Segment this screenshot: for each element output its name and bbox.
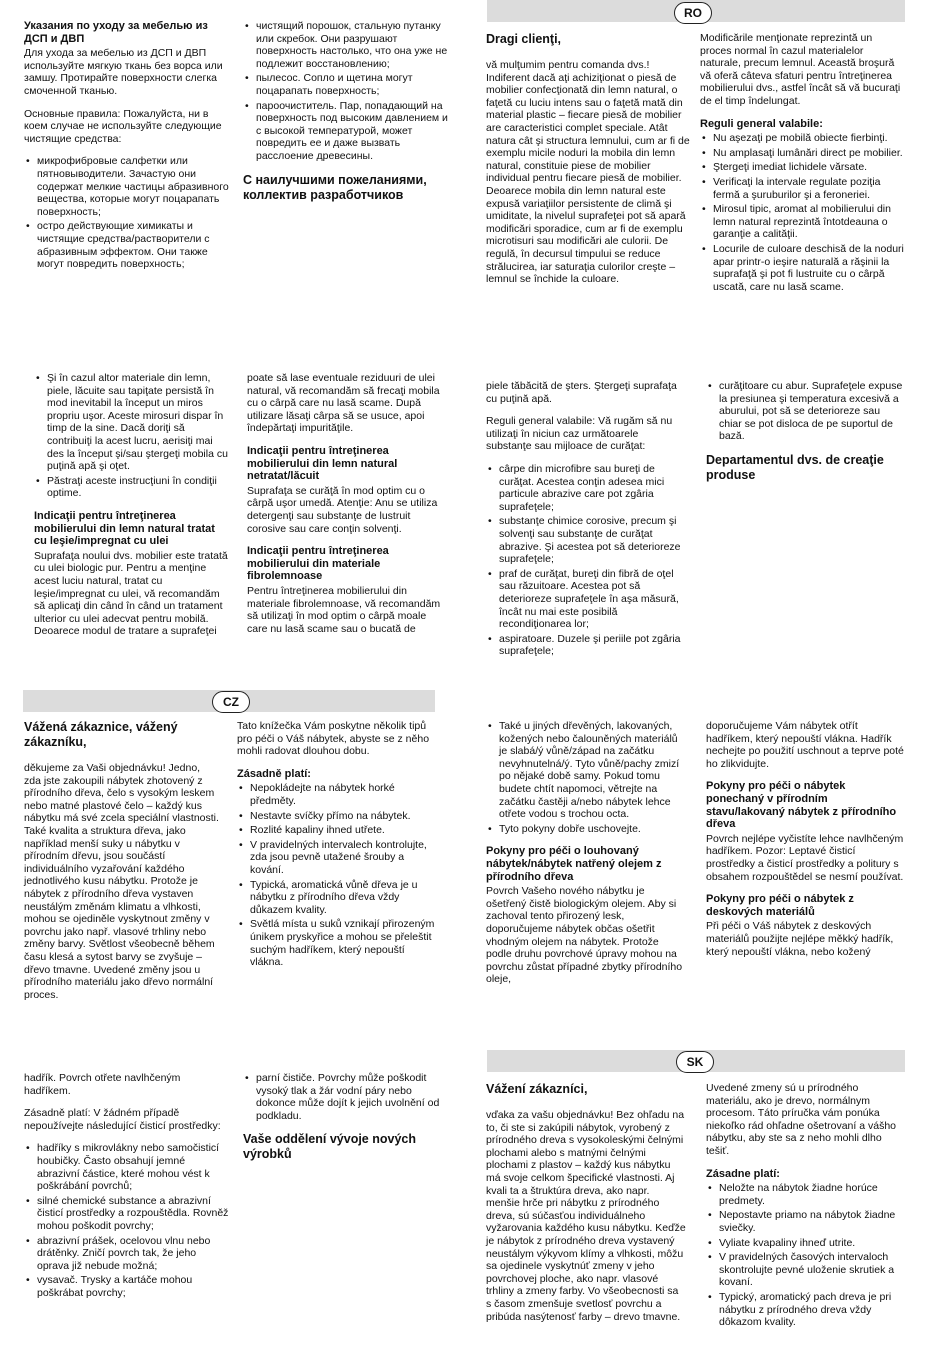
- list-item: • Locurile de culoare deschisă de la noduri apar printr-o ieşire naturală a răşinii la suprafaţă şi pot fi lustruite cu o cârpă uscată, care nu lasă scame.: [713, 243, 905, 293]
- section-heading: Указания по уходу за мебелью из ДСП и ДВП: [24, 20, 208, 45]
- paragraph: Suprafaţa se curăţă în mod optim cu o cârpă uşor umedă. Atenţie: Anu se utiliza detergenţi sau substanţe de lustruit corosive sau care conţin solvenţi.: [247, 484, 438, 535]
- list-item: • Typická, aromatická vůně dřeva je u nábytku z přírodního dřeva vždy důkazem kvality.: [250, 879, 437, 917]
- paragraph: děkujeme za Vaši objednávku! Jedno, zda jste zakoupili nábytek zhotovený z přírodního dřeva, čelo s vysokým leskem nebo matné plastové čelo – každý kus nábytku má své zcela speciální vlastnosti. Také kvalita a struktura dřeva, jako například menší suky u nábytku v přírodním dřevu, jsou součástí individuálního vyzařování každého jednotlivého kusu nábytku. Protože je nábytek z přírodního dřeva vystaven neustálým změnám klimatu a vlhkosti, mohou se ojediněle vyskytnout změny v povrchu jako např. vlasové trhliny nebo změny barvy. Světlost všeobecně během času klesá a sytost barvy se zvyšuje – dřevo tmavne. Uvedené změny jsou u přírodního materiálu jako dřevo normální proces.: [24, 762, 219, 1001]
- cz-column-2: [237, 720, 437, 979]
- sk-column-1: [486, 1082, 686, 1333]
- heading: Vážení zákazníci,: [486, 1082, 588, 1096]
- paragraph: vă mulţumim pentru comanda dvs.! Indiferent dacă aţi achiziţionat o piesă de mobilier confecţionată din lemn natural, o faţetă cu luciu intens sau o faţetă mată din material plastic – fiecare piesă de mobilier are caracteristici complet speciale. Atât natura cât şi structura lemnului, cum ar fi de exemplu micile noduri la mobila din lemn natural, constituie piese de mobilier individual pentru fiecare piesă de mobilier. Deoarece mobila din lemn natural este expusă variaţiilor persistente de climă şi umiditate, la nivelul suprafeţei pot să apară modificări sporadice, cum ar fi de exemplu microtisuri sau modificări ale culorii. De regulă, în decursul timpului se reduce strălucirea, iar saturaţia culorilor creşte – lemnul se închide la culoare.: [486, 59, 690, 286]
- ro-column-6: [706, 380, 904, 495]
- bullet-list: [243, 1072, 443, 1122]
- section-heading: Reguli general valabile:: [700, 117, 823, 130]
- bullet-list: [243, 20, 448, 163]
- list-item: • микрофибровые салфетки или пятновыводители. Зачастую они содержат мелкие частицы абразивного вещества, которые могут поцарапать поверхность;: [37, 155, 229, 218]
- heading: Vážená zákaznice, vážený zákazníku,: [24, 720, 178, 749]
- cz-column-5: [24, 1072, 229, 1310]
- heading: Vaše oddělení vývoje nových výrobků: [243, 1132, 416, 1162]
- list-item: • Rozlité kapaliny ihned utřete.: [250, 824, 437, 837]
- list-item: • curăţitoare cu abur. Suprafeţele expuse la presiunea şi temperatura excesivă a aburului, pot să se deterioreze sau chiar se pot disloca de pe suportul de bază.: [719, 380, 904, 443]
- paragraph: Zásadně platí: V žádném případě nepoužívejte následující čisticí prostředky:: [24, 1107, 221, 1132]
- bullet-list: [24, 155, 229, 270]
- paragraph: hadřík. Povrch otřete navlhčeným hadříkem.: [24, 1072, 181, 1097]
- ro-column-2: [700, 32, 905, 303]
- paragraph: Modificările menţionate reprezintă un proces normal în cazul materialelor naturale, precum lemnul. Această broşură vă oferă câteva sfaturi pentru întreţinerea mobilierului dvs., astfel încât să vă bucuraţi de el timp îndelungat.: [700, 32, 901, 107]
- list-item: • vysavač. Trysky a kartáče mohou poškrábat povrchy;: [37, 1274, 229, 1299]
- list-item: • Světlá místa u suků vznikají přirozeným únikem pryskyřice a mohou se přeleštit suchým hadříkem, který nepouští vlákna.: [250, 918, 437, 968]
- cz-column-1: [24, 720, 219, 1011]
- paragraph: Pentru întreţinerea mobilierului din materiale fibrolemnoase, vă recomandăm să utilizaţi în mod optim o cârpă moale care nu lasă scame sau o bucată de: [247, 584, 441, 635]
- bullet-list: [486, 463, 686, 658]
- list-item: • hadříky s mikrovlákny nebo samočisticí houbičky. Často obsahují jemné abrazivní částice, které mohou vést k poškrábání povrchů;: [37, 1142, 229, 1192]
- ru-column-2: [243, 20, 448, 215]
- cz-language-badge: CZ: [212, 691, 250, 713]
- list-item: • Şi în cazul altor materiale din lemn, piele, lăcuite sau tapiţate persistă în mod inevitabil la început un miros propriu uşor. Aceste mirosuri dispar în timp de la sine. Dacă doriţi să contribuiţi la acest lucru, aerisiţi mai des la început şi/sau ştergeţi mobila cu puţină apă şi oţet.: [47, 372, 230, 473]
- cz-column-4: [706, 720, 906, 968]
- paragraph: Povrch Vašeho nového nábytku je ošetřený čistě biologickým olejem. Aby si zachoval tento přirozený lesk, doporučujeme nábytek občas ošetřit vhodným olejem na nábytek. Protože podle druhu povrchové úpravy mohou na povrchu zůstat případné zbytky přírodního oleje,: [486, 885, 683, 986]
- list-item: • пылесос. Сопло и щетина могут поцарапать поверхность;: [256, 72, 448, 97]
- section-heading: Indicaţii pentru întreţinerea mobilierului din lemn natural netratat/lăcuit: [247, 444, 398, 483]
- sk-column-2: [706, 1082, 906, 1339]
- list-item: • Păstraţi aceste instrucţiuni în condiţii optime.: [47, 475, 230, 500]
- list-item: • пароочиститель. Пар, попадающий на поверхность под высоким давлением и с высокой температурой, может повредить ее и даже вызвать расслоение древесины.: [256, 100, 448, 163]
- list-item: • Také u jiných dřevěných, lakovaných, kožených nebo čalouněných materiálů je slabá/ý vůně/západ na začátku nevyhnutelná/ý. Tyto vůně/pachy zmizí po nějaké době samy. Pokud tomu budete chtít napomoci, větrejte na začátku častěji a/nebo nábytek lehce otřete vodou s trochou octa.: [499, 720, 686, 821]
- paragraph: Suprafaţa noului dvs. mobilier este tratată cu ulei biologic pur. Pentru a menţine acest luciu natural, tratat cu leşie/impregnat cu ulei, vă recomandăm să aplicaţi din când în când un tratament ulterior cu ulei adecvat pentru mobilă. Deoarece modul de tratare a suprafeţei: [34, 549, 228, 638]
- list-item: • Mirosul tipic, aromat al mobilierului din lemn natural reprezintă întotdeauna o garanţie a calităţii.: [713, 203, 905, 241]
- list-item: • parní čističe. Povrchy může poškodit vysoký tlak a žár vodní páry nebo dokonce může dojít k jejich uvolnění od podkladu.: [256, 1072, 443, 1122]
- bullet-list: [706, 1182, 906, 1329]
- heading: Departamentul dvs. de creaţie produse: [706, 452, 884, 482]
- heading: Dragi clienţi,: [486, 32, 562, 46]
- list-item: • substanţe chimice corosive, precum şi solvenţi sau substanţe de curăţat abrazive. Şi acestea pot să deterioreze suprafeţele;: [499, 515, 686, 565]
- section-heading: Zásadne platí:: [706, 1167, 780, 1180]
- list-item: • V pravidelných časových intervaloch skontrolujte pevné uloženie skrutiek a kovaní.: [719, 1251, 906, 1289]
- paragraph: Основные правила: Пожалуйста, ни в коем случае не используйте следующие чистящие средства:: [24, 107, 222, 145]
- paragraph: poate să lase eventuale reziduuri de ulei natural, vă recomandăm să frecaţi mobila cu o cârpă care nu lasă scame. După utilizare lăsaţi cârpa să se usuce, apoi îndepărtaţi impurităţile.: [247, 372, 440, 435]
- list-item: • Typický, aromatický pach dreva je pri nábytku z prírodného dreva vždy dôkazom kvality.: [719, 1291, 906, 1329]
- paragraph: Povrch nejlépe vyčistíte lehce navlhčeným hadříkem. Pozor: Leptavé čisticí prostředky a čisticí prostředky a politury s obsahem rozpouštědel se nesmí používat.: [706, 832, 904, 883]
- section-heading: Pokyny pro péči o nábytek ponechaný v přírodním stavu/lakovaný nábytek z přírodního dřeva: [706, 780, 897, 831]
- section-heading: Zásadně platí:: [237, 767, 311, 780]
- paragraph: Uvedené zmeny sú u prírodného materiálu, ako je drevo, normálnym procesom. Táto príručka vám ponúka niekoľko rád ohľadne ošetrovaní a vášho nábytku, aby ste sa z neho mohli dlho tešiť.: [706, 1082, 896, 1157]
- section-heading: Pokyny pro péči o nábytek z deskových materiálů: [706, 893, 854, 918]
- paragraph: vďaka za vašu objednávku! Bez ohľadu na to, či ste si zakúpili nábytok, vyrobený z prírodného dreva s vysokoleskými čelnými plochami alebo s matnými čelnými plochami z plastov – každý kus nábytku má svoje celkom špecifické vlastnosti. Aj kvali ta a štruktúra dreva, ako napr. menšie hrče pri nábytku z prírodného dreva, sú súčasťou individuálneho vyžarovania každého kusu nábytku. Keďže je nábytok z prírodného dreva vystavený neustálym výkyvom klímy a vlhkosti, môžu sa ojedinele vyskytnúť zmeny v jeho povrchovej ploche, ako napr. vlasové trhliny a zmeny farby. Vo všeobecnosti sa s časom zmenšuje svetlosť povrchu a pribúda nasýtenosť farby – drevo tmavne.: [486, 1109, 686, 1323]
- list-item: • silné chemické substance a abrazivní čisticí prostředky a rozpouštědla. Rovněž mohou poškodit povrchy;: [37, 1195, 229, 1233]
- cz-column-3: [486, 720, 686, 996]
- bullet-list: [34, 372, 230, 500]
- ro-column-1: [486, 32, 696, 296]
- list-item: • чистящий порошок, стальную путанку или скребок. Они разрушают поверхность настолько, что она уже не подлежит восстановлению;: [256, 20, 448, 70]
- list-item: • abrazivní prášek, ocelovou vlnu nebo drátěnky. Zničí povrch tak, že jeho oprava již nebude možná;: [37, 1235, 229, 1273]
- ru-column-1: [24, 20, 229, 281]
- paragraph: Reguli general valabile: Vă rugăm să nu utilizaţi în niciun caz următoarele substanţe sau mijloace de curăţat:: [486, 415, 673, 453]
- bullet-list: [24, 1142, 229, 1299]
- list-item: • Nepostavte priamo na nábytok žiadne sviečky.: [719, 1209, 906, 1234]
- list-item: • Neložte na nábytok žiadne horúce predmety.: [719, 1182, 906, 1207]
- section-heading: Indicaţii pentru întreţinerea mobilierului din materiale fibrolemnoase: [247, 545, 389, 583]
- list-item: • cârpe din microfibre sau bureţi de curăţat. Acestea conţin adesea mici particule abrazive care pot zgâria suprafeţele;: [499, 463, 686, 513]
- sk-language-badge: SK: [676, 1051, 714, 1073]
- list-item: • Ştergeţi imediat lichidele vărsate.: [713, 161, 905, 174]
- list-item: • Nestavte svíčky přímo na nábytek.: [250, 810, 437, 823]
- section-heading: Indicaţii pentru întreţinerea mobilierului din lemn natural tratat cu leşie/impregnat cu ulei: [34, 509, 215, 548]
- list-item: • остро действующие химикаты и чистящие средства/растворители с абразивным эффектом. Они также могут повредить поверхность;: [37, 220, 229, 270]
- list-item: • Nu amplasaţi lumânări direct pe mobilier.: [713, 147, 905, 160]
- paragraph: Tato knížečka Vám poskytne několik tipů pro péči o Váš nábytek, abyste se z něho mohli radovat dlouhou dobu.: [237, 720, 430, 758]
- bullet-list: [706, 380, 904, 443]
- list-item: • Verificaţi la intervale regulate poziţia fermă a şuruburilor şi a feroneriei.: [713, 176, 905, 201]
- list-item: • Nu aşezaţi pe mobilă obiecte fierbinţi.: [713, 132, 905, 145]
- list-item: • Tyto pokyny dobře uschovejte.: [499, 823, 686, 836]
- ro-column-3: [34, 372, 230, 648]
- section-heading: Pokyny pro péči o louhovaný nábytek/nábytek natřený olejem z přírodního dřeva: [486, 845, 662, 883]
- ro-column-5: [486, 380, 686, 668]
- heading: С наилучшими пожеланиями, коллектив разработчиков: [243, 172, 427, 202]
- paragraph: doporučujeme Vám nábytek otřít hadříkem, který nepouští vlákna. Hadřík nechejte po použití uschnout a teprve poté ho zlikvidujte.: [706, 720, 904, 770]
- list-item: • V pravidelných intervalech kontrolujte, zda jsou pevně utažené šrouby a kování.: [250, 839, 437, 877]
- bullet-list: [486, 720, 686, 835]
- bullet-list: [700, 132, 905, 293]
- ro-column-4: [247, 372, 442, 645]
- list-item: • Nepokládejte na nábytek horké předměty.: [250, 782, 437, 807]
- list-item: • Vyliate kvapaliny ihneď utrite.: [719, 1237, 906, 1250]
- list-item: • aspiratoare. Duzele şi periile pot zgâria suprafeţele;: [499, 633, 686, 658]
- cz-column-6: [243, 1072, 443, 1174]
- bullet-list: [237, 782, 437, 968]
- ro-language-badge: RO: [674, 2, 712, 24]
- paragraph: piele tăbăcită de şters. Ştergeţi suprafaţa cu puţină apă.: [486, 380, 677, 405]
- paragraph: Для ухода за мебелью из ДСП и ДВП используйте мягкую ткань без ворса или замшу. Протирайте поверхности слегка смоченной тканью.: [24, 47, 223, 97]
- list-item: • praf de curăţat, bureţi din fibră de oţel sau răzuitoare. Acestea pot să deterioreze suprafeţele în aşa măsură, încât nu mai este posibilă recondiţionarea lor;: [499, 568, 686, 631]
- paragraph: Při péči o Váš nábytek z deskových materiálů použijte nejlépe měkký hadřík, který nepouští vlákna, nebo kožený: [706, 920, 894, 958]
